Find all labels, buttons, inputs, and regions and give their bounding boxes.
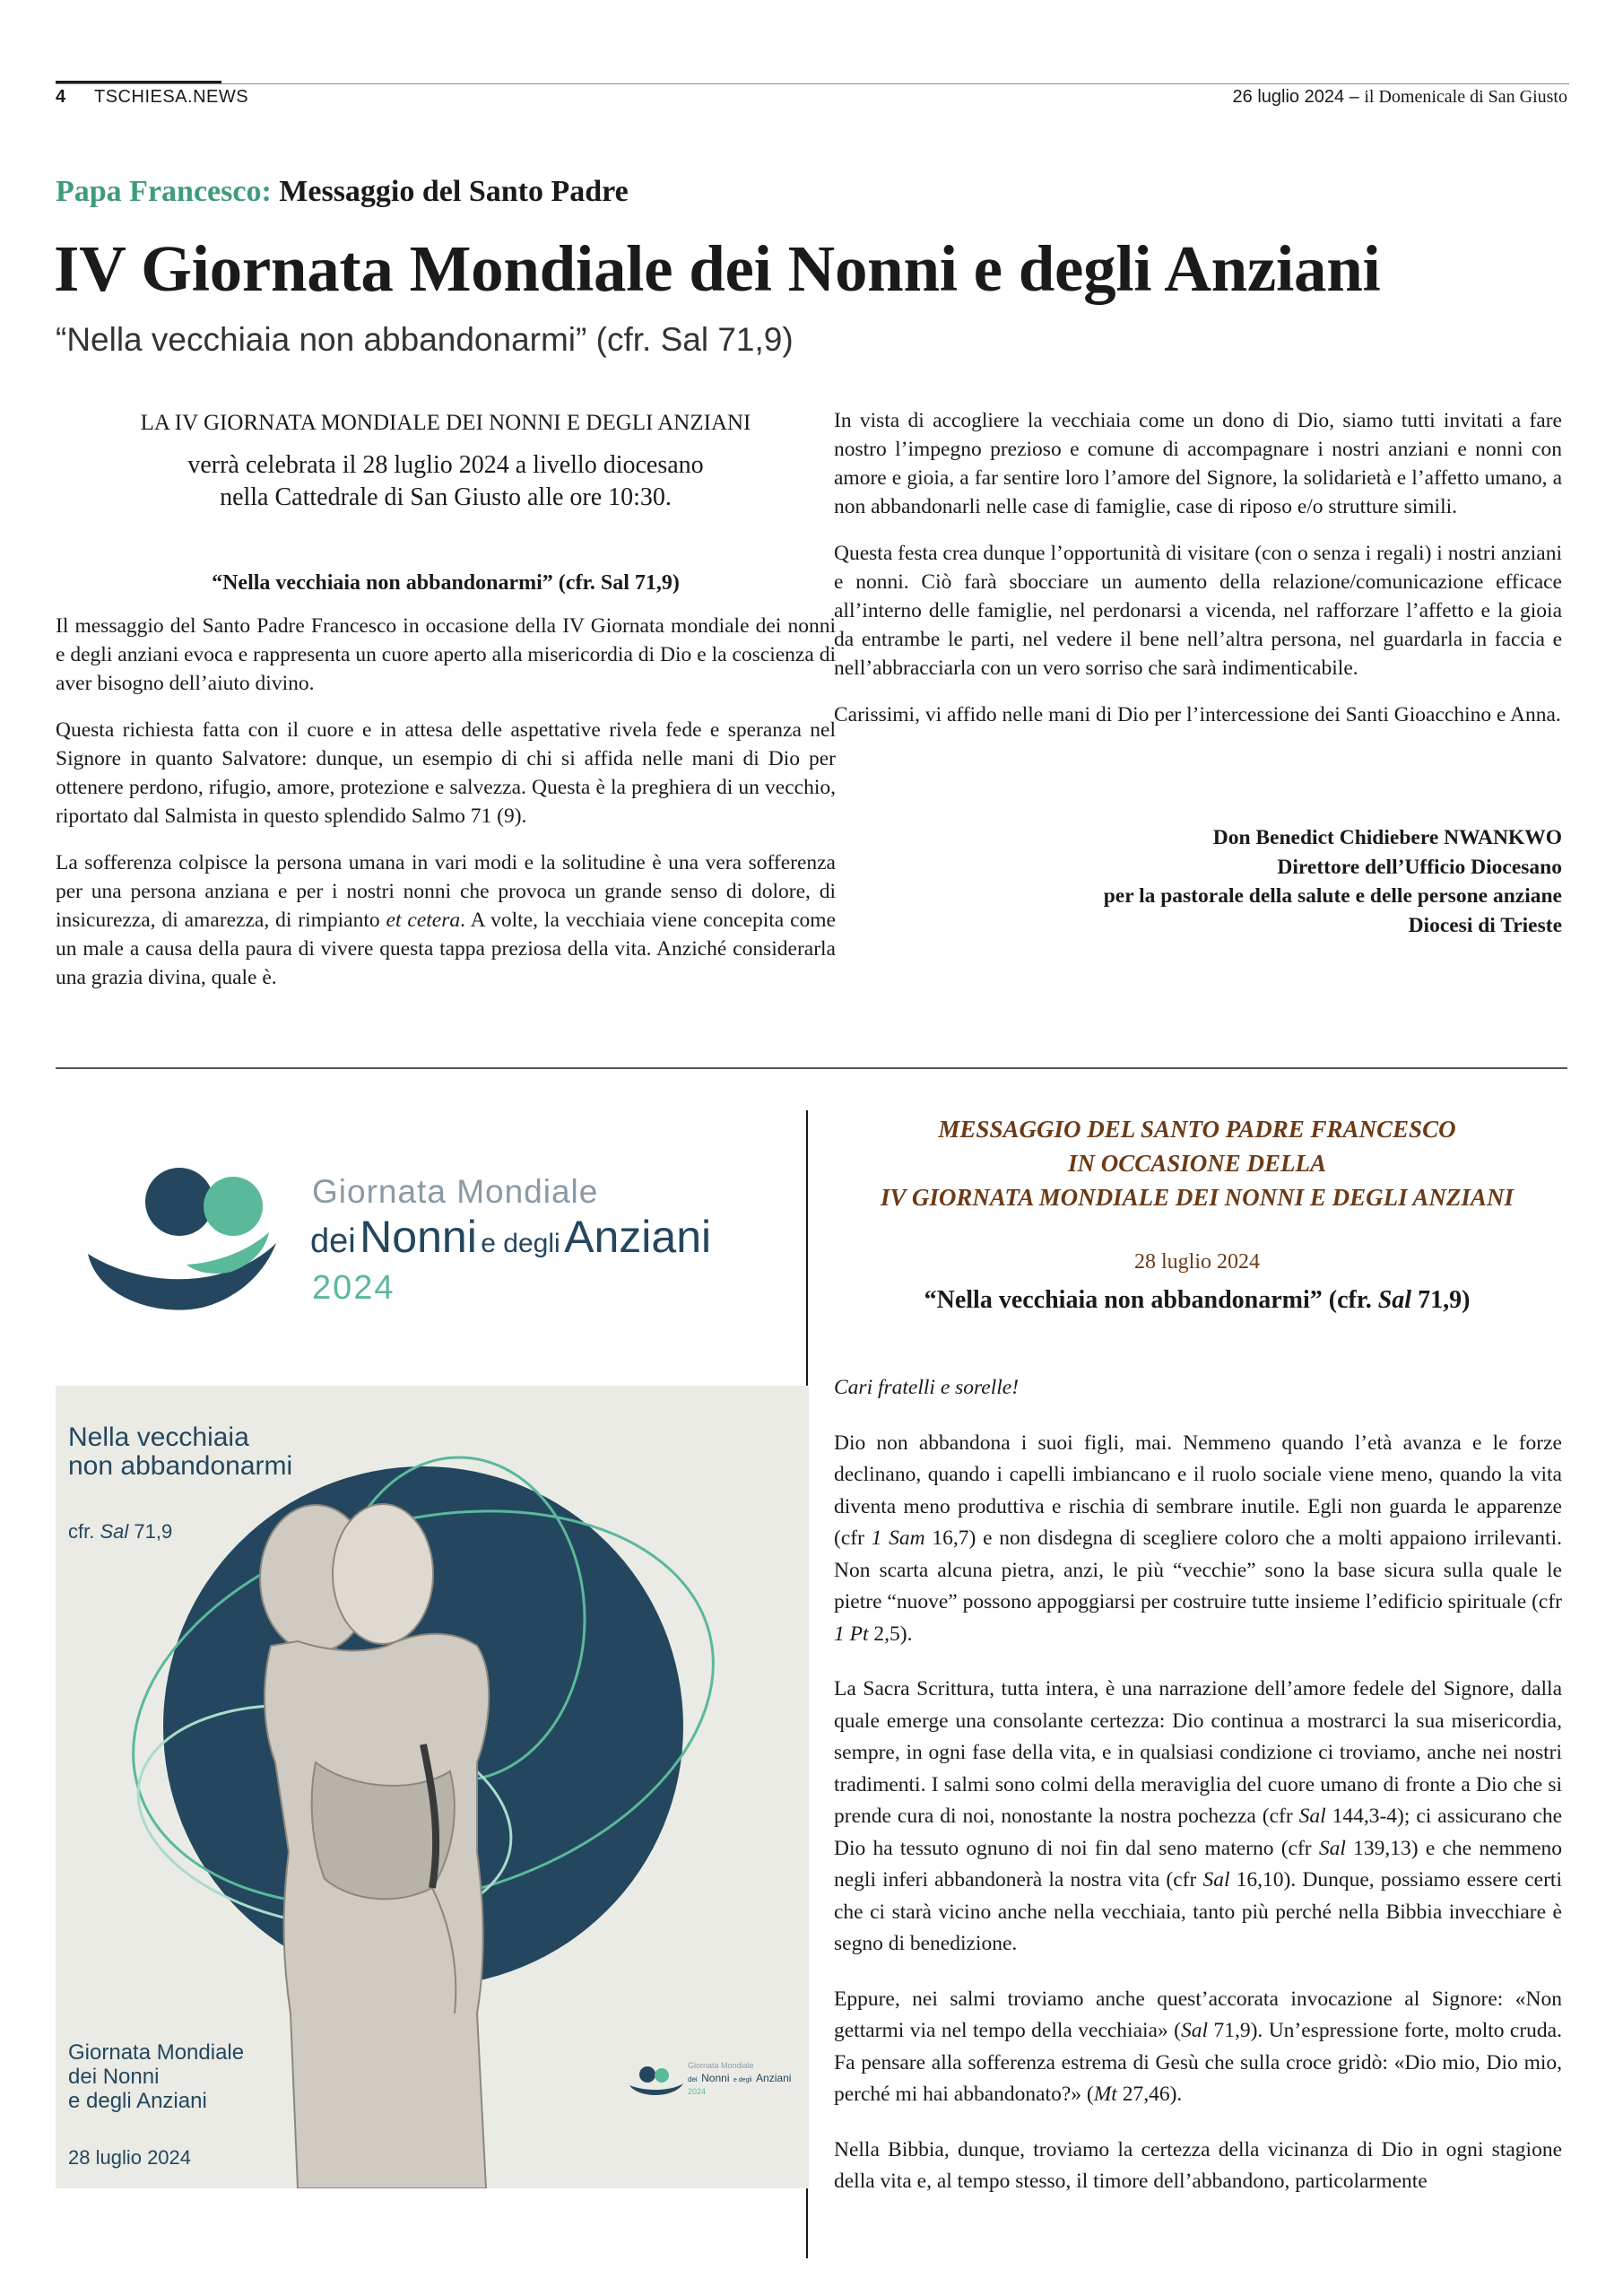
message-paragraph-1 <box>834 1428 1562 1651</box>
poster-title <box>68 1423 292 1481</box>
logo-dei: dei <box>310 1222 356 1260</box>
message-greeting: Cari fratelli e sorelle! <box>834 1376 1020 1399</box>
logo-year: 2024 <box>312 1269 395 1307</box>
event-logo <box>81 1157 789 1318</box>
kicker <box>56 173 629 211</box>
poster-mini-logo-text <box>688 2060 791 2098</box>
logo-circle-green <box>204 1177 263 1236</box>
message-body <box>834 1372 1562 2198</box>
poster-footer-line-3: e degli Anziani <box>68 2089 207 2113</box>
message-p1-i1: 1 Sam <box>871 1526 925 1550</box>
signature-department: per la pastorale della salute e delle persone anziane <box>1103 884 1562 908</box>
right-paragraph-1: In vista di accogliere la vecchiaia come un dono di Dio, siamo tutti invitati a fare nostro l’impegno prezioso e comune di accompagnare i nostri anziani e nonni con amore e gioia, a far sentire loro l’amore del Signore, la solidarietà e l’affetto umano, a non abbandonarli nelle case di famiglie, case di riposo e/o strutture simili. <box>834 409 1562 518</box>
section-divider <box>56 1067 1567 1069</box>
poster-mini-edegli: e degli <box>733 2077 752 2083</box>
message-p1-a: Dio non abbandona i suoi figli, mai. Nemmeno quando l’età avanza e le forze declinano, quando i capelli imbiancano e il ruolo sociale viene meno, quando la vita diventa meno produttiva e rischia di sembrare inutile. Egli non guarda le apparenze (cfr <box>834 1431 1562 1550</box>
logo-anziani: Anziani <box>564 1212 712 1262</box>
poster-ref-cfr: cfr. <box>68 1520 95 1543</box>
message-paragraph-3 <box>834 1984 1562 2111</box>
logo-line-2 <box>310 1211 711 1263</box>
message-quote-sal: Sal <box>1377 1286 1412 1314</box>
message-quote-b: 71,9) <box>1411 1286 1471 1314</box>
poster-title-line-1: Nella vecchiaia <box>68 1422 249 1452</box>
logo-nonni: Nonni <box>360 1212 477 1262</box>
poster-mini-year: 2024 <box>688 2087 707 2096</box>
message-p1-b: 16,7) e non disdegna di scegliere coloro che a molti appaiono irrilevanti. Non scarta alcuna pietra, anzi, le più “vecchie” sono la base sicura sulla quale le pietre “nuove” possono appoggiarsi per costruire tutte insieme l’edificio spirituale (cfr <box>834 1526 1562 1613</box>
poster-reference <box>68 1520 172 1544</box>
poster-title-line-2: non abbandonarmi <box>68 1451 293 1481</box>
message-p3-b: 71,9). Un’espressione forte, molto cruda. Fa pensare alla sofferenza estrema di Gesù che sulla croce gridò: «Dio mio, Dio mio, perché mi hai abbandonato?» ( <box>834 2019 1562 2106</box>
message-p2-b: 144,3-4); ci assicurano che Dio ha tessuto ognuno di noi fin dal seno materno (cfr <box>834 1805 1562 1860</box>
mini-logo-icon <box>629 2066 683 2095</box>
left-quote-heading: “Nella vecchiaia non abbandonarmi” (cfr. Sal 71,9) <box>212 571 680 595</box>
message-p2-i2: Sal <box>1318 1836 1346 1860</box>
page-subtitle: “Nella vecchiaia non abbandonarmi” (cfr. Sal 71,9) <box>56 321 794 358</box>
announcement-line-2: verrà celebrata il 28 luglio 2024 a livello diocesano <box>187 451 704 479</box>
message-p2-c: 139,13) e che nemmeno negli inferi abbandonerà la nostra vita (cfr <box>834 1836 1562 1892</box>
message-p3-i2: Mt <box>1093 2083 1117 2106</box>
message-p3-i1: Sal <box>1180 2019 1209 2042</box>
message-p2-i3: Sal <box>1202 1868 1230 1892</box>
announcement-line-1: LA IV GIORNATA MONDIALE DEI NONNI E DEGLI ANZIANI <box>140 411 751 435</box>
announcement <box>56 408 836 514</box>
left-column-text <box>56 612 836 992</box>
message-p2-i1: Sal <box>1298 1805 1326 1828</box>
message-p1-i2: 1 Pt <box>834 1622 869 1646</box>
paper-name: il Domenicale di San Giusto <box>1364 87 1567 107</box>
right-column-text <box>834 406 1562 729</box>
left-paragraph-1: Il messaggio del Santo Padre Francesco in occasione della IV Giornata mondiale dei nonni e degli anziani evoca e rappresenta un cuore aperto alla misericordia di Dio e la coscienza di aver bisogno dell’aiuto divino. <box>56 614 836 695</box>
right-paragraph-3: Carissimi, vi affido nelle mani di Dio per l’intercessione dei Santi Gioacchino e Anna. <box>834 703 1561 726</box>
signature-name: Don Benedict Chidiebere NWANKWO <box>1212 826 1562 849</box>
left-paragraph-3-a: La sofferenza colpisce la persona umana in vari modi e la solitudine è una vera sofferenza per una persona anziana e per i nostri nonni che provoca un grande senso di dolore, di insicurezza, di amarezza, di rimpianto <box>56 851 836 932</box>
message-date: 28 luglio 2024 <box>1133 1250 1260 1274</box>
issue-info <box>1233 85 1567 109</box>
issue-date: 26 luglio 2024 <box>1232 87 1345 107</box>
page-number: 4 <box>56 87 66 107</box>
right-paragraph-2: Questa festa crea dunque l’opportunità di visitare (con o senza i regali) i nostri anziani e nonni. Ciò farà sbocciare un aumento della relazione/comunicazione efficace all’interno delle famiglie, nel perdonarsi a vicenda, nel rafforzare l’affetto e la gioia da entrambe le parti, nel vedere il bene nell’altra persona, nel guardarla in faccia e nell’abbracciarla con un vero sorriso che sarà indimenticabile. <box>834 542 1562 680</box>
logo-e-degli: e degli <box>481 1229 560 1258</box>
poster-mini-anziani: Anziani <box>756 2072 792 2084</box>
kicker-rest: Messaggio del Santo Padre <box>271 175 629 208</box>
poster-ref-num: 71,9 <box>134 1520 173 1543</box>
message-paragraph-4: Nella Bibbia, dunque, troviamo la certezza della vicinanza di Dio in ogni stagione della vita e, al tempo stesso, il timore dell’abbandono, particolarmente <box>834 2137 1562 2193</box>
message-quote <box>825 1284 1569 1317</box>
signature <box>845 823 1562 940</box>
message-heading <box>825 1112 1569 1214</box>
poster-ref-sal: Sal <box>100 1520 129 1543</box>
poster-mini-dei: dei <box>688 2075 698 2083</box>
page-title: IV Giornata Mondiale dei Nonni e degli Anziani <box>54 232 1381 305</box>
message-p2-a: La Sacra Scrittura, tutta intera, è una narrazione dell’amore fedele del Signore, dalla quale emerge una consolante certezza: Dio continua a mostrarci la sua misericordia, sempre, in ogni fase della vita, e in qualsiasi condizione ci troviamo, anche nei nostri tradimenti. I salmi sono colmi della meraviglia del cuore umano di fronte a Dio che si prende cura di noi, nonostante la nostra pochezza (cfr <box>834 1677 1562 1828</box>
site-name: TSCHIESA.NEWS <box>94 87 249 107</box>
left-paragraph-2: Questa richiesta fatta con il cuore e in attesa delle aspettative rivela fede e speranza nel Signore in quanto Salvatore: dunque, un esempio di chi si affida nelle mani di Dio per ottenere perdono, rifugio, amore, protezione e salvezza. Questa è la preghiera di un vecchio, riportato dal Salmista in questo splendido Salmo 71 (9). <box>56 718 836 828</box>
poster-mini-line-1: Giornata Mondiale <box>688 2061 754 2070</box>
left-paragraph-3 <box>56 848 836 992</box>
kicker-label: Papa Francesco: <box>56 175 272 208</box>
poster-date: 28 luglio 2024 <box>68 2146 192 2169</box>
poster-footer-line-1: Giornata Mondiale <box>68 2040 245 2065</box>
announcement-line-3: nella Cattedrale di San Giusto alle ore 10:30. <box>220 483 672 511</box>
poster-mini-nonni: Nonni <box>701 2072 730 2084</box>
message-heading-line-1: MESSAGGIO DEL SANTO PADRE FRANCESCO <box>938 1116 1456 1143</box>
left-paragraph-3-b: . A volte, la vecchiaia viene concepita come un male a causa della paura di vivere questa tappa preziosa della vita. Anziché considerarla una grazia divina, quale è. <box>56 909 836 989</box>
message-p3-c: 27,46). <box>1116 2083 1183 2106</box>
issue-dash: – <box>1344 87 1365 107</box>
logo-circle-navy <box>145 1168 213 1236</box>
signature-role: Direttore dell’Ufficio Diocesano <box>1277 855 1562 879</box>
poster-mini-line-2 <box>688 2072 791 2086</box>
poster-image <box>56 1386 809 2188</box>
poster-footer <box>68 2040 244 2113</box>
message-p2-d: 16,10). Dunque, possiamo essere certi che ci starà vicino anche nella vecchiaia, tanto più perché nella Bibbia invecchiare è segno di benedizione. <box>834 1868 1562 1955</box>
logo-line-1: Giornata Mondiale <box>312 1173 599 1210</box>
poster-footer-line-2: dei Nonni <box>68 2065 160 2089</box>
header-rule <box>56 83 1569 84</box>
message-quote-a: “Nella vecchiaia non abbandonarmi” (cfr. <box>924 1286 1378 1314</box>
message-p3-a: Eppure, nei salmi troviamo anche quest’accorata invocazione al Signore: «Non gettarmi via nel tempo della vecchiaia» ( <box>834 1987 1562 2042</box>
logo-hands-icon <box>81 1157 287 1318</box>
left-paragraph-3-italic: et cetera <box>386 909 461 932</box>
message-paragraph-2 <box>834 1674 1562 1961</box>
message-heading-line-3: IV GIORNATA MONDIALE DEI NONNI E DEGLI ANZIANI <box>881 1184 1514 1211</box>
signature-diocese: Diocesi di Trieste <box>1408 913 1562 937</box>
message-p1-c: 2,5). <box>868 1622 913 1646</box>
message-heading-line-2: IN OCCASIONE DELLA <box>1067 1150 1327 1177</box>
